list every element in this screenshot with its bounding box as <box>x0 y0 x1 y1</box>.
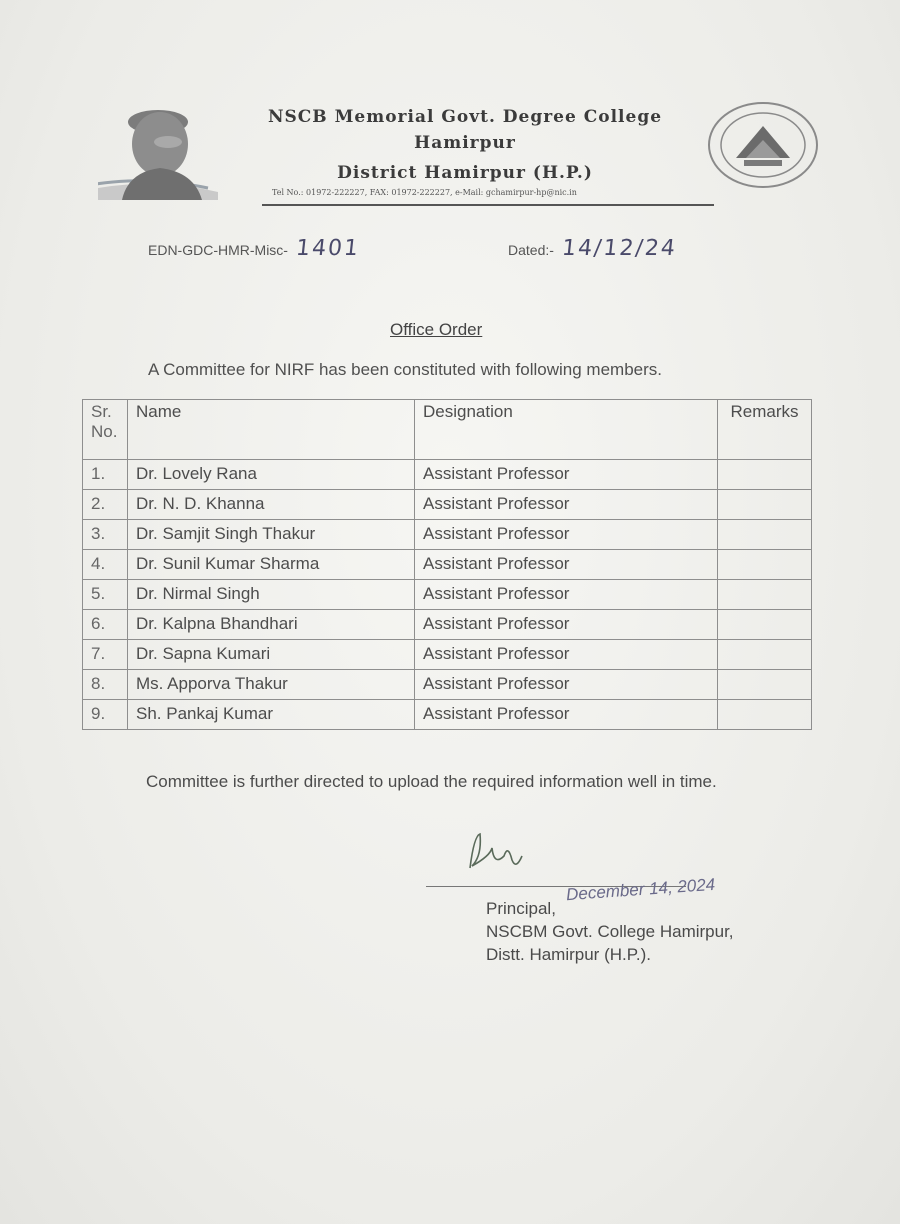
row-designation: Assistant Professor <box>415 550 718 580</box>
table-row <box>83 670 812 700</box>
row-sr-no: 5. <box>83 580 128 610</box>
header-remarks: Remarks <box>718 400 812 460</box>
row-designation: Assistant Professor <box>415 700 718 730</box>
dated-label: Dated:- <box>508 242 554 258</box>
row-name: Dr. Samjit Singh Thakur <box>128 520 415 550</box>
college-place: Hamirpur <box>414 133 516 153</box>
row-name: Dr. Sunil Kumar Sharma <box>128 550 415 580</box>
table-row <box>83 610 812 640</box>
row-name: Dr. Kalpna Bhandhari <box>128 610 415 640</box>
row-remarks <box>718 490 812 520</box>
row-remarks <box>718 460 812 490</box>
handwritten-sign-date: December 14, 2024 <box>565 874 716 905</box>
document-title: Office Order <box>390 320 483 339</box>
row-designation: Assistant Professor <box>415 520 718 550</box>
row-sr-no: 4. <box>83 550 128 580</box>
row-remarks <box>718 700 812 730</box>
contact-line: Tel No.: 01972-222227, FAX: 01972-222227, e-Mail: gchamirpur-hp@nic.in <box>272 188 577 197</box>
college-header <box>230 104 700 186</box>
signatory-district: Distt. Hamirpur (H.P.). <box>486 945 651 964</box>
reference-label: EDN-GDC-HMR-Misc- <box>148 242 288 258</box>
row-name: Dr. Lovely Rana <box>128 460 415 490</box>
row-designation: Assistant Professor <box>415 580 718 610</box>
row-designation: Assistant Professor <box>415 460 718 490</box>
row-remarks <box>718 610 812 640</box>
table-row <box>83 640 812 670</box>
row-designation: Assistant Professor <box>415 490 718 520</box>
header-designation: Designation <box>415 400 718 460</box>
signatory-block <box>486 897 734 966</box>
row-designation: Assistant Professor <box>415 610 718 640</box>
row-sr-no: 6. <box>83 610 128 640</box>
row-sr-no: 8. <box>83 670 128 700</box>
row-sr-no: 9. <box>83 700 128 730</box>
table-header-row <box>83 400 812 460</box>
order-date <box>508 236 677 261</box>
row-designation: Assistant Professor <box>415 640 718 670</box>
row-name: Dr. Sapna Kumari <box>128 640 415 670</box>
table-row <box>83 520 812 550</box>
college-name: NSCB Memorial Govt. Degree College <box>267 107 663 127</box>
row-remarks <box>718 640 812 670</box>
handwritten-date: 14/12/24 <box>560 236 679 261</box>
row-remarks <box>718 520 812 550</box>
reference-number <box>148 236 360 261</box>
intro-paragraph: A Committee for NIRF has been constituted with following members. <box>148 360 662 379</box>
table-row <box>83 700 812 730</box>
row-remarks <box>718 670 812 700</box>
closing-paragraph: Committee is further directed to upload the required information well in time. <box>146 772 717 791</box>
table-row <box>83 460 812 490</box>
row-designation: Assistant Professor <box>415 670 718 700</box>
header-divider <box>262 204 714 206</box>
row-remarks <box>718 580 812 610</box>
row-name: Sh. Pankaj Kumar <box>128 700 415 730</box>
row-sr-no: 7. <box>83 640 128 670</box>
row-name: Ms. Apporva Thakur <box>128 670 415 700</box>
founder-portrait-image <box>98 92 218 200</box>
table-row <box>83 580 812 610</box>
reference-handwritten-number: 1401 <box>294 236 362 261</box>
table-row <box>83 490 812 520</box>
committee-members-table <box>82 399 812 730</box>
signatory-college: NSCBM Govt. College Hamirpur, <box>486 922 734 941</box>
principal-signature-image <box>460 826 530 876</box>
row-remarks <box>718 550 812 580</box>
college-emblem-icon <box>706 100 820 190</box>
header-name: Name <box>128 400 415 460</box>
row-sr-no: 3. <box>83 520 128 550</box>
college-district: District Hamirpur (H.P.) <box>337 163 593 183</box>
header-sr-no: Sr. No. <box>83 400 128 460</box>
row-name: Dr. N. D. Khanna <box>128 490 415 520</box>
signatory-title: Principal, <box>486 899 556 918</box>
row-sr-no: 2. <box>83 490 128 520</box>
row-name: Dr. Nirmal Singh <box>128 580 415 610</box>
table-row <box>83 550 812 580</box>
row-sr-no: 1. <box>83 460 128 490</box>
